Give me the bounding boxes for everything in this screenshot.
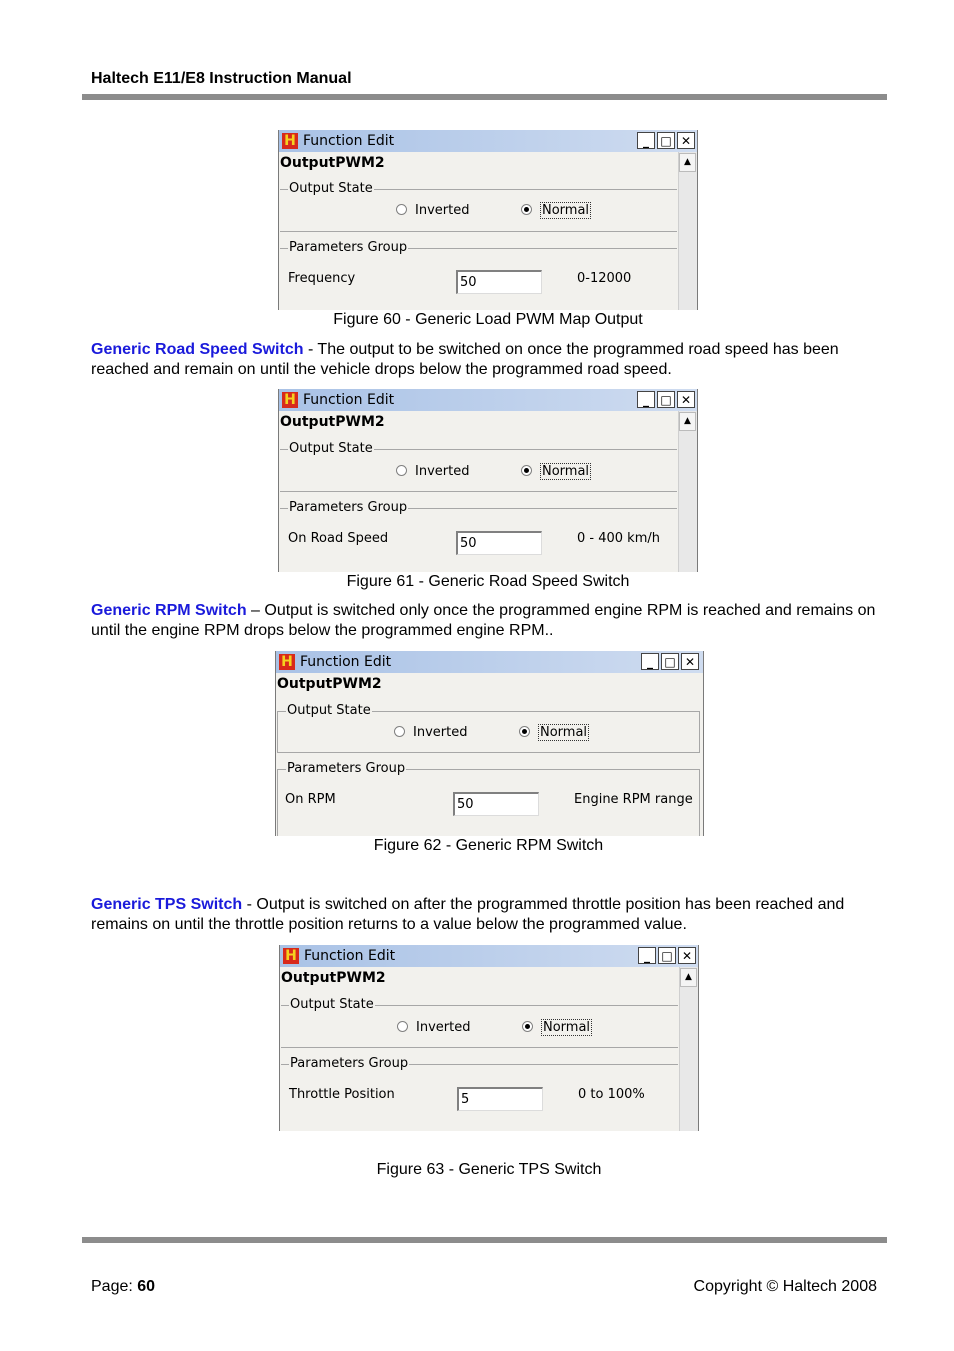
function-name: OutputPWM2: [281, 970, 386, 986]
parameter-input[interactable]: 50: [453, 792, 539, 816]
output-state-group: [280, 181, 677, 232]
maximize-button[interactable]: □: [661, 653, 679, 670]
radio-circle-icon: [397, 1021, 408, 1032]
parameters-label: Parameters Group: [287, 761, 406, 776]
parameter-range: 0 - 400 km/h: [577, 531, 660, 546]
function-edit-dialog: [279, 945, 699, 1131]
maximize-button[interactable]: □: [657, 132, 675, 149]
paragraph-text: - The output to be switched on once the programmed road speed has been reached and remain on until the vehicle drops below the programmed road speed.: [91, 341, 839, 378]
parameter-range: Engine RPM range: [574, 792, 693, 807]
figure-caption: Figure 60 - Generic Load PWM Map Output: [333, 311, 643, 328]
dialog-body: [279, 152, 697, 310]
parameters-group: [281, 1056, 678, 1131]
dialog-title: Function Edit: [303, 133, 395, 149]
paragraph-keyword: Generic RPM Switch: [91, 602, 247, 619]
radio-circle-icon: [396, 465, 407, 476]
radio-selected-icon: [521, 465, 532, 476]
radio-normal[interactable]: Normal: [519, 725, 589, 740]
parameters-group: [280, 500, 677, 572]
dialog-body: [279, 411, 697, 572]
dialog-title: Function Edit: [300, 654, 392, 670]
function-name: OutputPWM2: [280, 414, 385, 430]
haltech-logo-icon: H: [283, 948, 299, 964]
scroll-up-icon[interactable]: ▲: [679, 153, 696, 172]
dialog-title: Function Edit: [304, 948, 396, 964]
output-state-label: Output State: [289, 181, 373, 196]
parameters-label: Parameters Group: [289, 240, 408, 255]
close-button[interactable]: ✕: [677, 132, 695, 149]
dialog-body: [276, 673, 703, 836]
parameter-label: Throttle Position: [289, 1087, 395, 1102]
close-button[interactable]: ✕: [677, 391, 695, 408]
parameter-range: 0-12000: [577, 271, 632, 286]
title-bar: [279, 389, 697, 411]
scroll-up-icon[interactable]: ▲: [679, 412, 696, 431]
title-bar: [280, 945, 698, 967]
output-state-label: Output State: [289, 441, 373, 456]
maximize-button[interactable]: □: [658, 947, 676, 964]
radio-inverted[interactable]: Inverted: [397, 1020, 470, 1035]
radio-normal[interactable]: Normal: [521, 464, 591, 479]
title-bar: [276, 651, 703, 673]
close-button[interactable]: ✕: [681, 653, 699, 670]
minimize-button[interactable]: _: [637, 391, 655, 408]
parameter-range: 0 to 100%: [578, 1087, 645, 1102]
function-edit-dialog: [278, 389, 698, 572]
radio-selected-icon: [521, 204, 532, 215]
function-name: OutputPWM2: [277, 676, 382, 692]
parameter-input[interactable]: 50: [456, 531, 542, 555]
page-number: Page: 60: [91, 1278, 156, 1295]
output-state-label: Output State: [287, 703, 371, 718]
parameters-group: [280, 240, 677, 310]
minimize-button[interactable]: _: [638, 947, 656, 964]
function-edit-dialog: [275, 651, 704, 836]
minimize-button[interactable]: _: [637, 132, 655, 149]
figure-caption: Figure 61 - Generic Road Speed Switch: [346, 573, 630, 590]
header-rule: [82, 94, 887, 100]
parameter-label: On Road Speed: [288, 531, 389, 546]
haltech-logo-icon: H: [282, 133, 298, 149]
paragraph: [91, 601, 891, 641]
radio-circle-icon: [396, 204, 407, 215]
output-state-label: Output State: [290, 997, 374, 1012]
paragraph-text: - Output is switched on after the programmed throttle position has been reached and remains on until the throttle position returns to a value below the programmed value.: [91, 896, 845, 933]
radio-inverted[interactable]: Inverted: [396, 464, 469, 479]
figure-caption: Figure 63 - Generic TPS Switch: [376, 1161, 602, 1178]
output-state-group: [280, 441, 677, 492]
paragraph-text: – Output is switched only once the programmed engine RPM is reached and remains on until the engine RPM drops below the programmed engine RPM..: [91, 602, 876, 639]
minimize-button[interactable]: _: [641, 653, 659, 670]
radio-selected-icon: [519, 726, 530, 737]
paragraph-keyword: Generic TPS Switch: [91, 896, 243, 913]
figure-caption: Figure 62 - Generic RPM Switch: [373, 837, 604, 854]
dialog-body: [280, 967, 698, 1131]
radio-normal[interactable]: Normal: [521, 203, 591, 218]
output-state-group: [281, 997, 678, 1048]
vertical-scrollbar[interactable]: [678, 411, 697, 572]
paragraph: [91, 340, 891, 380]
maximize-button[interactable]: □: [657, 391, 675, 408]
vertical-scrollbar[interactable]: [679, 967, 698, 1131]
scroll-up-icon[interactable]: ▲: [680, 968, 697, 987]
output-state-group: [277, 703, 700, 753]
parameter-label: On RPM: [285, 792, 336, 807]
paragraph-keyword: Generic Road Speed Switch: [91, 341, 304, 358]
close-button[interactable]: ✕: [678, 947, 696, 964]
radio-circle-icon: [394, 726, 405, 737]
radio-selected-icon: [522, 1021, 533, 1032]
radio-inverted[interactable]: Inverted: [396, 203, 469, 218]
paragraph: [91, 895, 891, 935]
radio-inverted[interactable]: Inverted: [394, 725, 467, 740]
copyright: Copyright © Haltech 2008: [693, 1278, 877, 1295]
vertical-scrollbar[interactable]: [678, 152, 697, 310]
parameters-group: [277, 761, 700, 836]
radio-normal[interactable]: Normal: [522, 1020, 592, 1035]
footer-rule: [82, 1237, 887, 1243]
parameter-label: Frequency: [288, 271, 356, 286]
function-edit-dialog: [278, 130, 698, 310]
header-title: Haltech E11/E8 Instruction Manual: [91, 70, 352, 87]
parameters-label: Parameters Group: [289, 500, 408, 515]
haltech-logo-icon: H: [282, 392, 298, 408]
title-bar: [279, 130, 697, 152]
parameter-input[interactable]: 5: [457, 1087, 543, 1111]
parameter-input[interactable]: 50: [456, 270, 542, 294]
dialog-title: Function Edit: [303, 392, 395, 408]
parameters-label: Parameters Group: [290, 1056, 409, 1071]
function-name: OutputPWM2: [280, 155, 385, 171]
haltech-logo-icon: H: [279, 654, 295, 670]
